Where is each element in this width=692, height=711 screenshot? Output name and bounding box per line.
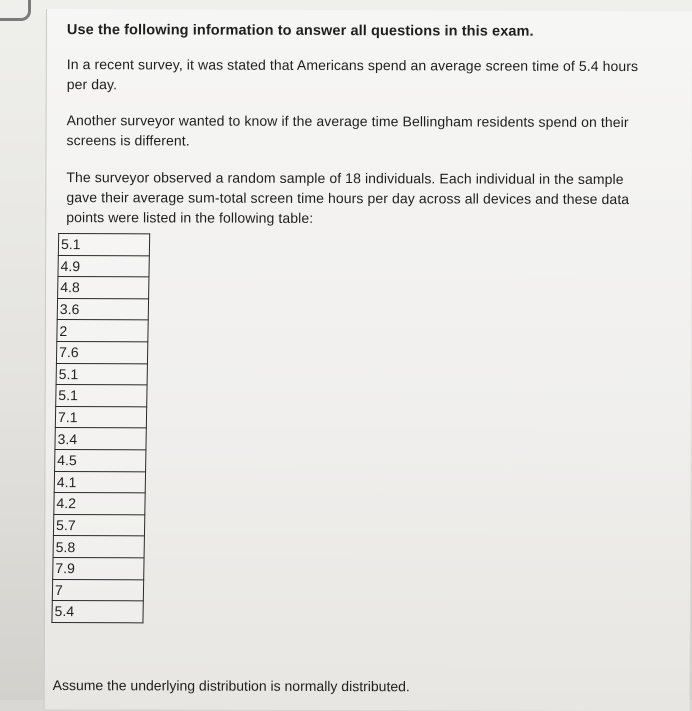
table-row: [54, 471, 145, 493]
table-cell: 4.5: [55, 449, 146, 471]
table-cell: 5.8: [53, 536, 144, 558]
table-row: [52, 579, 143, 601]
table-cell: 5.1: [58, 234, 149, 256]
table-row: [55, 406, 146, 428]
sample-paragraph: The surveyor observed a random sample of 18 individuals. Each individual in the sample gave their average sum-total screen time hours per day across all devices and these data points were listed in the following table:: [66, 169, 630, 226]
table-cell: 4.1: [54, 471, 145, 493]
table-cell: 5.4: [52, 601, 143, 623]
table-row: [56, 363, 147, 385]
exam-sheet: [44, 9, 692, 711]
table-row: [57, 320, 148, 342]
table-row: [56, 385, 147, 407]
table-cell: 4.9: [58, 255, 149, 277]
table-row: [52, 601, 143, 623]
table-row: [53, 536, 144, 558]
survey-paragraph: In a recent survey, it was stated that Americans spend an average screen time of 5.4 hours per day.: [66, 56, 639, 93]
table-row: [55, 428, 146, 450]
table-cell: 3.4: [55, 428, 146, 450]
table-row: [57, 298, 148, 320]
table-row: [55, 449, 146, 471]
table-row: [53, 557, 144, 579]
screen-time-table: [51, 233, 150, 623]
table-cell: 2: [57, 320, 148, 342]
table-cell: 4.8: [58, 277, 149, 299]
table-row: [53, 514, 144, 536]
table-row: [54, 493, 145, 515]
table-cell: 7.1: [55, 406, 146, 428]
table-cell: 7: [52, 579, 143, 601]
table-row: [56, 342, 147, 364]
table-cell: 5.1: [56, 363, 147, 385]
table-cell: 4.2: [54, 493, 145, 515]
exam-heading: Use the following information to answer all questions in this exam.: [66, 22, 534, 40]
table-cell: 3.6: [57, 298, 148, 320]
table-cell: 5.7: [53, 514, 144, 536]
distribution-note: Assume the underlying distribution is normally distributed.: [52, 677, 410, 695]
table-row: [58, 277, 149, 299]
table-cell: 7.9: [53, 557, 144, 579]
surveyor-paragraph: Another surveyor wanted to know if the average time Bellingham residents spend on their screens is different.: [66, 112, 629, 149]
table-cell: 7.6: [56, 342, 147, 364]
table-row: [58, 234, 149, 256]
table-row: [58, 255, 149, 277]
table-cell: 5.1: [56, 385, 147, 407]
corner-mark: [0, 0, 31, 21]
